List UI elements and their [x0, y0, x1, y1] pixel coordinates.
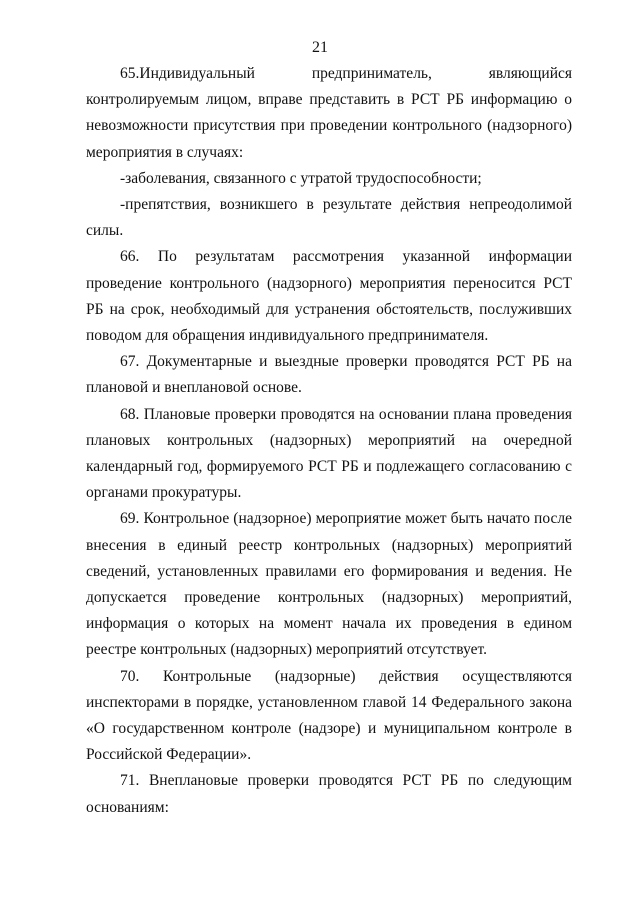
paragraph-65-item-illness: -заболевания, связанного с утратой трудоспособности; [120, 169, 482, 187]
paragraph-65 [86, 61, 572, 166]
paragraph-69: 69. Контрольное (надзорное) мероприятие может быть начато после внесения в единый реестр контрольных (надзорных) мероприятий сведений, установленных правилами его формирования и ведения. Не допускается проведение контрольных (надзорных) мероприятий, информация о которых на момент начала их проведения в едином реестре контрольных (надзорных) мероприятий отсутствует. [86, 510, 572, 659]
paragraph-65-item-force-majeure: -препятствия, возникшего в результате действия непреодолимой силы. [86, 196, 572, 240]
paragraph-65-line-1: 65.Индивидуальный предприниматель, являющийся [120, 65, 572, 82]
paragraph-71: 71. Внеплановые проверки проводятся РСТ РБ по следующим основаниям: [86, 772, 572, 816]
paragraph-65-continuation: контролируемым лицом, вправе представить в РСТ РБ информацию о невозможности присутствия при проведении контрольного (надзорного) мероприятия в случаях: [86, 91, 572, 161]
page-number: 21 [312, 39, 328, 56]
document-body [86, 61, 572, 821]
paragraph-67: 67. Документарные и выездные проверки проводятся РСТ РБ на плановой и внеплановой основе. [86, 353, 572, 397]
paragraph-70: 70. Контрольные (надзорные) действия осуществляются инспекторами в порядке, установленном главой 14 Федерального закона «О государственном контроле (надзоре) и муниципальном контроле в Российской Федерации». [86, 667, 572, 764]
paragraph-66: 66. По результатам рассмотрения указанной информации проведение контрольного (надзорного) мероприятия переносится РСТ РБ на срок, необходимый для устранения обстоятельств, послуживших поводом для обращения индивидуального предпринимателя. [86, 248, 572, 345]
paragraph-68: 68. Плановые проверки проводятся на основании плана проведения плановых контрольных (надзорных) мероприятий на очередной календарный год, формируемого РСТ РБ и подлежащего согласованию с органами прокуратуры. [86, 405, 572, 502]
